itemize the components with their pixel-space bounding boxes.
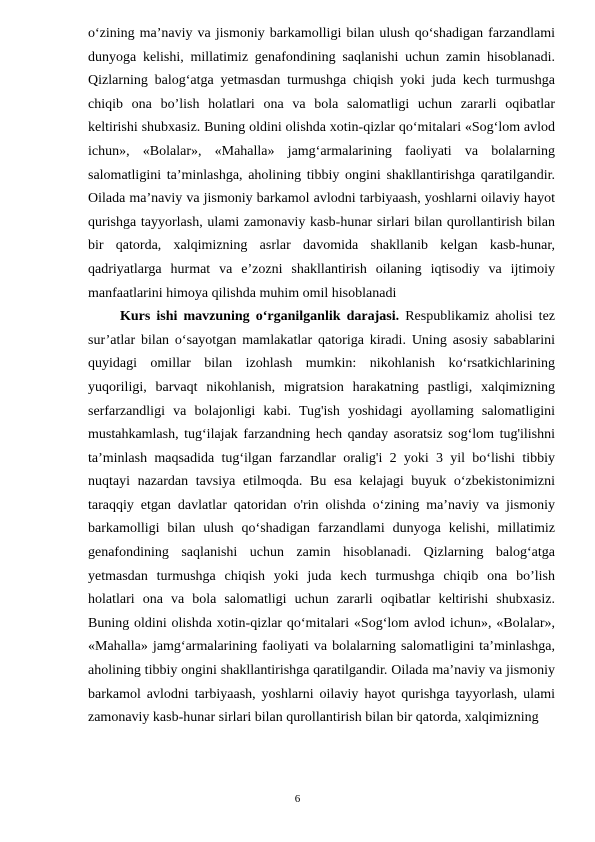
paragraph-continued: o‘zining ma’naviy va jismoniy barkamolligi bilan ulush qo‘shadigan farzandlami dunyoga kelishi, millatimiz genafondining saqlanishi uchun zamin hisoblanadi. Qizlarning balog‘atga yetmasdan turmushga chiqish yoki juda kech turmushga chiqib ona bo’lish holatlari ona va bola salomatligi uchun zararli oqibatlar keltirishi shubxasiz. Buning oldini olishda xotin-qizlar qo‘mitalari «Sog‘lom avlod ichun», «Bolalar», «Mahalla» jamg‘armalarining faoliyati va bolalarning salomatligini ta’minlashga, aholining tibbiy ongini shakllantirishga qaratilgandir. Oilada ma’naviy va jismoniy barkamol avlodni tarbiyaash, yoshlarni oilaviy hayot qurishga tayyorlash, ulami zamonaviy kasb-hunar sirlari bilan qurollantirish bilan bir qatorda, xalqimizning asrlar davomida shakllanib kelgan kasb-hunar, qadriyatlarga hurmat va e’zozni shakllantirish oilaning iqtisodiy va ijtimoiy manfaatlarini himoya qilishda muhim omil hisoblanadi bbox=[88, 26, 555, 301]
paragraph-study-level bbox=[88, 305, 555, 730]
document-page bbox=[88, 22, 555, 730]
page-number: 6 bbox=[294, 793, 301, 805]
section-lead-heading: Kurs ishi mavzuning o‘rganilganlik darajasi. bbox=[120, 309, 400, 325]
paragraph-body: Respublikamiz aholisi tez sur’atlar bilan o‘sayotgan mamlakatlar qatoriga kiradi. Uning asosiy sabablarini quyidagi omillar bilan izohlash mumkin: nikohlanish ko‘rsatkichlarining yuqoriligi, barvaqt nikohlanish, migratsion harakatning pastligi, xalqimizning serfarzandligi va bolajonligi kabi. Tug'ish yoshidagi ayollaming salomatligini mustahkamlash, tug‘ilajak farzandning hech qanday asoratsiz sog‘lom tug'ilishni ta’minlash maqsadida tug‘ilgan farzandlar oralig'i 2 yoki 3 yil bo‘lishi tibbiy nuqtayi nazardan tavsiya etilmoqda. Bu esa kelajagi buyuk o‘zbekistonimizni taraqqiy etgan davlatlar qatoridan o'rin olishda o‘zining ma’naviy va jismoniy barkamolligi bilan ulush qo‘shadigan farzandlami dunyoga kelishi, millatimiz genafondining saqlanishi uchun zamin hisoblanadi. Qizlarning balog‘atga yetmasdan turmushga chiqish yoki juda kech turmushga chiqib ona bo’lish holatlari ona va bola salomatligi uchun zararli oqibatlar keltirishi shubxasiz. Buning oldini olishda xotin-qizlar qo‘mitalari «Sog‘lom avlod ichun», «Bolalar», «Mahalla» jamg‘armalarining faoliyati va bolalarning salomatligini ta’minlashga, aholining tibbiy ongini shakllantirishga qaratilgandir. Oilada ma’naviy va jismoniy barkamol avlodni tarbiyaash, yoshlarni oilaviy hayot qurishga tayyorlash, ulami zamonaviy kasb-hunar sirlari bilan qurollantirish bilan bir qatorda, xalqimizning bbox=[88, 309, 555, 726]
